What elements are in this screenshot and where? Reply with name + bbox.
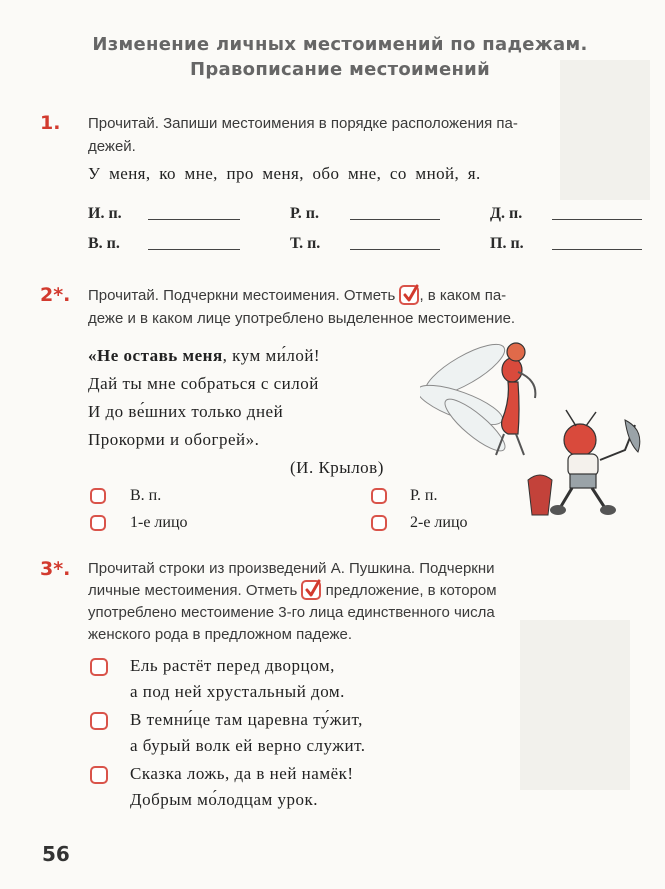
option-label-first-person: 1-е лицо: [130, 514, 188, 531]
poem-line-1-start: «Не оставь: [88, 346, 183, 365]
sentence-3-line-1: Сказка ложь, да в ней намёк!: [130, 764, 354, 783]
option-checkbox-gen-case[interactable]: [371, 488, 387, 504]
poem-line-1-end: , кум ми́лой!: [222, 346, 321, 365]
highlighted-pronoun: меня: [182, 346, 223, 365]
sentence-3-line-2: Добрым мо́лодцам урок.: [130, 790, 319, 809]
option-label-acc-case: В. п.: [130, 487, 162, 504]
option-checkbox-sentence-2[interactable]: [90, 712, 108, 730]
answer-line-gen[interactable]: [350, 219, 440, 220]
page-title-line2: Правописание местоимений: [189, 59, 491, 80]
answer-line-prep[interactable]: [552, 249, 642, 250]
answer-line-dat[interactable]: [552, 219, 642, 220]
option-label-second-person: 2-е лицо: [410, 514, 468, 531]
option-label-gen-case: Р. п.: [410, 487, 438, 504]
poem-line-3: И до ве́шних только дней: [88, 402, 284, 421]
task2-instruction-part1: Прочитай. Подчеркни местоимения. Отметь: [88, 287, 396, 304]
task3-number: 3*.: [40, 558, 71, 580]
task3-instruction-line4: женского рода в предложном падеже.: [88, 626, 353, 643]
case-label-ins: Т. п.: [290, 235, 321, 252]
case-label-acc: В. п.: [88, 235, 120, 252]
task3-instruction-line1: Прочитай строки из произведений А. Пушкина. Подчеркни: [88, 560, 495, 577]
option-checkbox-sentence-3[interactable]: [90, 766, 108, 784]
checkmark-icon: [301, 580, 321, 600]
case-label-prep: П. п.: [490, 235, 524, 252]
case-label-dat: Д. п.: [490, 205, 523, 222]
task3-instruction-line2a: личные местоимения. Отметь: [88, 582, 298, 599]
answer-line-ins[interactable]: [350, 249, 440, 250]
answer-line-nom[interactable]: [148, 219, 240, 220]
option-checkbox-first-person[interactable]: [90, 515, 106, 531]
task1-instruction: [88, 112, 636, 158]
case-label-gen: Р. п.: [290, 205, 319, 222]
poem-author: (И. Крылов): [290, 458, 384, 477]
checkmark-icon: [399, 285, 419, 305]
task1-instruction-line2: дежей.: [88, 138, 136, 155]
sentence-1-line-1: Ель растёт перед дворцом,: [130, 656, 335, 675]
dragonfly-ant-illustration: [420, 330, 650, 520]
option-checkbox-sentence-1[interactable]: [90, 658, 108, 676]
task2-instruction-line2: деже и в каком лице употреблено выделенное местоимение.: [88, 310, 516, 327]
page-title-line1: Изменение личных местоимений по падежам.: [92, 34, 588, 55]
task3-instruction-line2b: предложение, в котором: [325, 582, 497, 599]
answer-line-acc[interactable]: [148, 249, 240, 250]
sentence-2-line-1: В темни́це там царевна ту́жит,: [130, 710, 363, 729]
task2-instruction-part2: , в каком па-: [419, 287, 507, 304]
poem-line-4: Прокорми и обогрей».: [88, 430, 260, 449]
task3-instruction-line3: употреблено местоимение 3-го лица единственного числа: [88, 604, 495, 621]
sentence-2-line-2: а бурый волк ей верно служит.: [130, 736, 366, 755]
task2-instruction: [88, 284, 636, 330]
task1-instruction-line1: Прочитай. Запиши местоимения в порядке расположения па-: [88, 115, 518, 132]
page-number: 56: [42, 842, 70, 866]
option-checkbox-second-person[interactable]: [371, 515, 387, 531]
task3-instruction: [88, 558, 636, 646]
sentence-1-line-2: а под ней хрустальный дом.: [130, 682, 345, 701]
option-checkbox-acc-case[interactable]: [90, 488, 106, 504]
task1-example: У меня, ко мне, про меня, обо мне, со мной, я.: [88, 164, 481, 183]
task2-number: 2*.: [40, 284, 71, 306]
case-label-nom: И. п.: [88, 205, 122, 222]
poem-line-1: [88, 346, 320, 366]
poem-line-2: Дай ты мне собраться с силой: [88, 374, 319, 393]
task1-number: 1.: [40, 112, 61, 134]
